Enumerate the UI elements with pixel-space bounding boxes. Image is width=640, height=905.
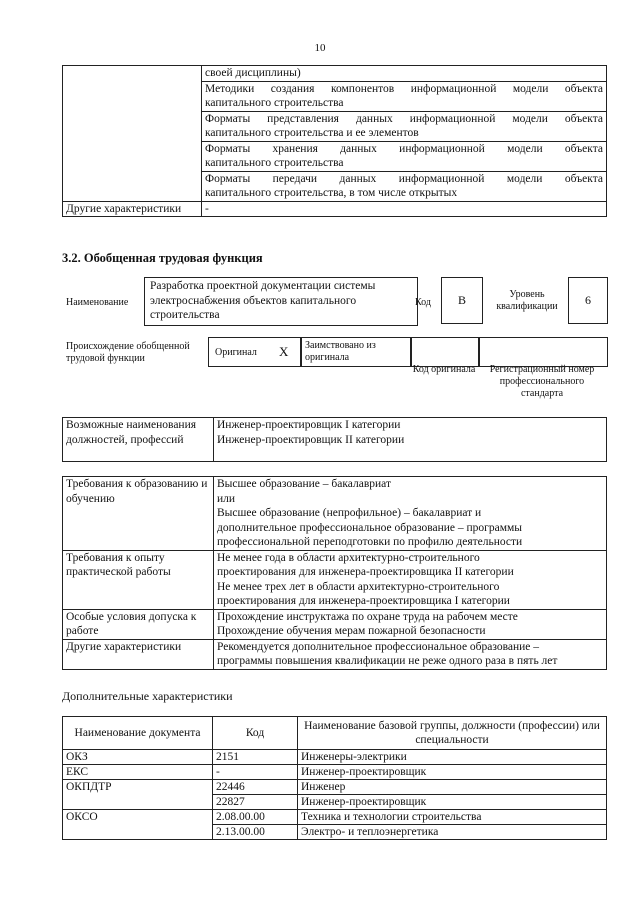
table-row [63,609,607,639]
table-row [63,550,607,609]
table-row [63,750,607,765]
original-cell [208,337,302,367]
row-label: Требования к опыту практической работы [63,550,214,609]
table-cell: Высшее образование – бакалавриат или Высшее образование (непрофильное) – бакалавриат и дополнительное профессиональное образование – программы профессиональной переподготовки по профилю деятельности [214,477,607,551]
additional-title: Дополнительные характеристики [62,689,233,703]
table-row [63,477,607,551]
table-cell: ОКСО [63,810,213,840]
requirements-table [62,476,607,670]
table-cell: Инженер-проектировщик I категории Инженер-проектировщик II категории [214,418,607,462]
origin-code-caption: Код оригинала [412,364,476,375]
level-label: Уровень квалификации [496,289,558,312]
table-cell: своей дисциплины) [202,66,607,82]
table-cell: Форматы хранения данных информационной модели объекта капитального строительства [202,141,607,171]
function-name-box: Разработка проектной документации системы электроснабжения объектов капитального строительства [144,277,418,326]
level-value: 6 [568,277,608,324]
row-label: Особые условия допуска к работе [63,609,214,639]
borrowed-cell [300,337,412,367]
table-row [63,810,607,825]
table-cell: ОКЗ [63,750,213,765]
table-cell: Прохождение инструктажа по охране труда на рабочем месте Прохождение обучения мерам пожарной безопасности [214,609,607,639]
table-cell: Инженер-проектировщик [298,795,607,810]
table-row [63,780,607,795]
table-cell: Рекомендуется дополнительное профессиональное образование – программы повышения квалификации не реже одного раза в пять лет [214,639,607,669]
section-title: 3.2. Обобщенная трудовая функция [62,251,263,265]
code-label: Код [415,297,431,308]
reg-number-cell [478,337,608,367]
table-cell: Форматы представления данных информационной модели объекта капитального строительства и ее элементов [202,111,607,141]
page-number: 10 [314,42,326,54]
table-cell: - [202,201,607,217]
table-row [63,765,607,780]
table-cell: Форматы передачи данных информационной модели объекта капитального строительства, в том числе открытых [202,171,607,201]
row-label: Другие характеристики [63,639,214,669]
origin-code-cell [410,337,480,367]
table-cell: - [213,765,298,780]
table-cell-empty [63,66,202,202]
table-cell: 2.08.00.00 [213,810,298,825]
table-row [63,639,607,669]
original-label: Оригинал [215,347,257,358]
table-row [63,66,607,82]
table-cell: 2.13.00.00 [213,825,298,840]
origin-label: Происхождение обобщенной трудовой функции [66,341,190,364]
row-label: Возможные наименования должностей, профессий [63,418,214,462]
borrowed-label: Заимствовано из оригинала [305,340,376,363]
row-label: Требования к образованию и обучению [63,477,214,551]
table-cell: Электро- и теплоэнергетика [298,825,607,840]
table-cell: Инженер [298,780,607,795]
table-cell: Методики создания компонентов информационной модели объекта капитального строительства [202,81,607,111]
table-cell: Инженер-проектировщик [298,765,607,780]
name-label: Наименование [66,297,129,308]
table-cell: ОКПДТР [63,780,213,810]
table-cell: 22446 [213,780,298,795]
table-cell: 22827 [213,795,298,810]
table-row [63,418,607,462]
table-header-row [63,717,607,750]
knowledge-table [62,65,607,217]
table-cell: Техника и технологии строительства [298,810,607,825]
header-name: Наименование базовой группы, должности (профессии) или специальности [298,717,607,750]
table-cell: 2151 [213,750,298,765]
table-cell: Не менее года в области архитектурно-строительного проектирования для инженера-проектировщика II категории Не менее трех лет в области архитектурно-строительного проектирования для инженера-проектировщика I категории [214,550,607,609]
reg-number-caption: Регистрационный номер профессионального стандарта [489,364,595,399]
table-cell: ЕКС [63,765,213,780]
header-code: Код [213,717,298,750]
code-value: B [441,277,483,324]
header-document: Наименование документа [63,717,213,750]
additional-table [62,716,607,840]
row-label: Другие характеристики [63,201,202,217]
table-cell: Инженеры-электрики [298,750,607,765]
table-row [63,201,607,217]
positions-table [62,417,607,462]
original-mark: X [279,344,289,359]
